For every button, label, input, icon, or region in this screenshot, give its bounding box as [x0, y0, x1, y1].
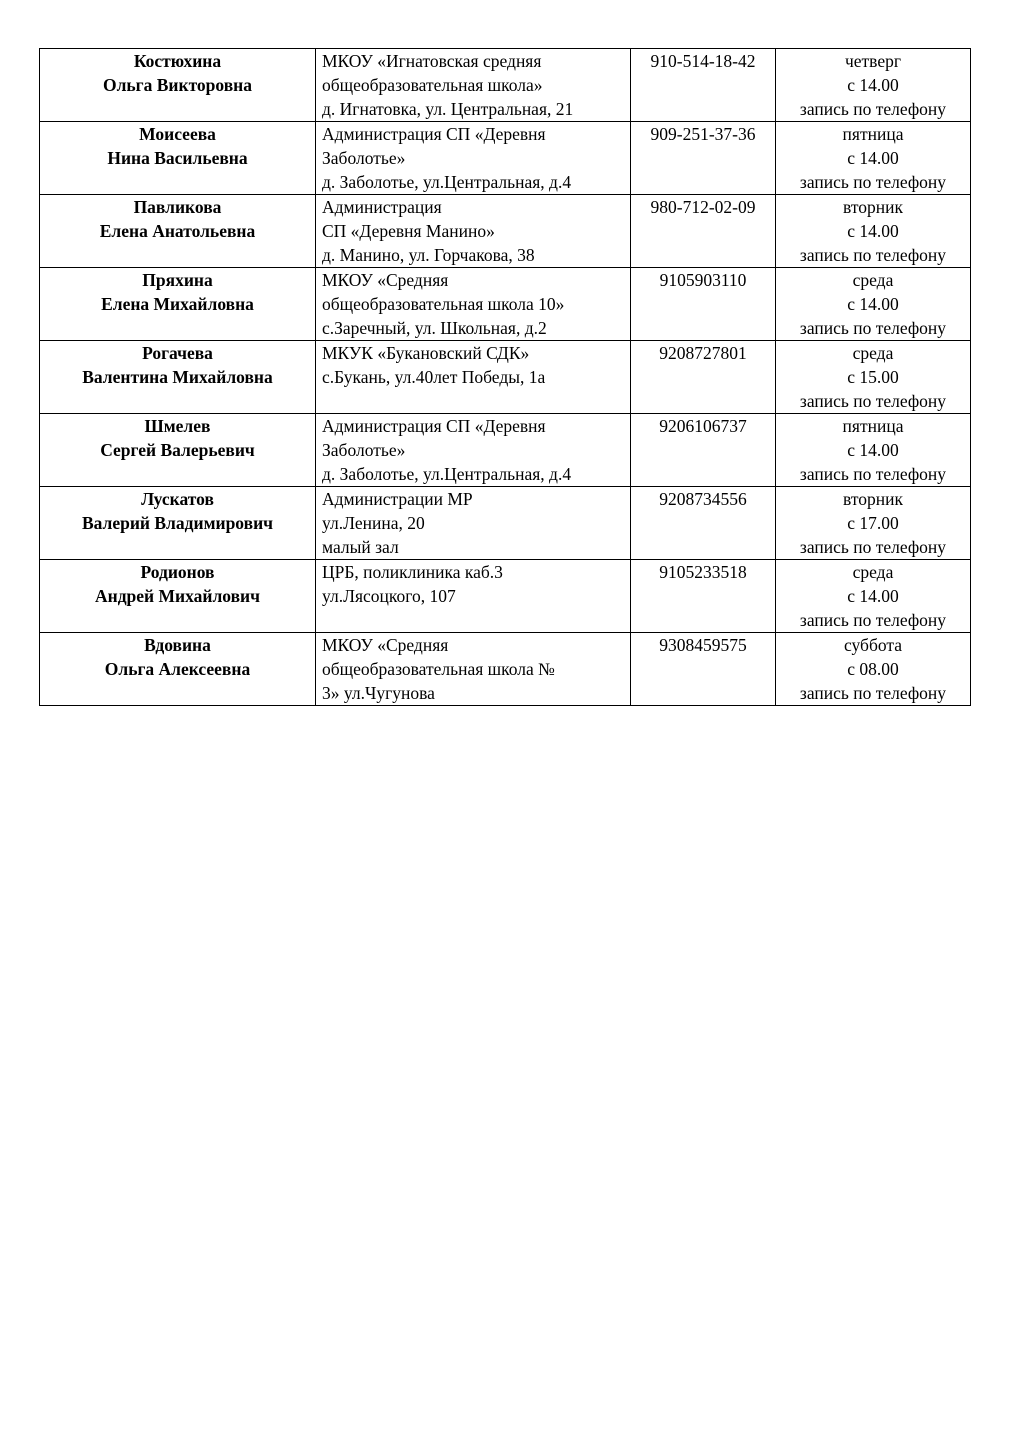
- contact-phone: [631, 268, 776, 341]
- deputy-name: [40, 49, 316, 122]
- reception-time-line: пятница: [842, 124, 904, 144]
- reception-place-line: д. Игнатовка, ул. Центральная, 21: [322, 99, 574, 119]
- reception-place: [316, 49, 631, 122]
- deputy-name: [40, 414, 316, 487]
- deputy-name-line: Рогачева: [142, 343, 213, 363]
- contact-phone-line: 9105233518: [659, 562, 747, 582]
- reception-place-line: Администрации МР: [322, 489, 473, 509]
- reception-time: [776, 560, 971, 633]
- deputy-name-line: Родионов: [140, 562, 215, 582]
- reception-place-line: Заболотье»: [322, 440, 406, 460]
- reception-time-line: запись по телефону: [799, 172, 947, 192]
- deputy-name-line: Шмелев: [144, 416, 211, 436]
- reception-place-line: МКОУ «Средняя: [322, 635, 449, 655]
- reception-time: [776, 49, 971, 122]
- deputy-name-line: Валерий Владимирович: [81, 513, 274, 533]
- reception-time-line: с 08.00: [847, 659, 899, 679]
- contact-phone: [631, 341, 776, 414]
- contact-phone-line: 9208734556: [659, 489, 747, 509]
- reception-time: [776, 633, 971, 706]
- reception-place-line: общеобразовательная школа»: [322, 75, 543, 95]
- deputy-name-line: Ольга Викторовна: [102, 75, 253, 95]
- table-row: [40, 195, 971, 268]
- reception-time-line: запись по телефону: [799, 683, 947, 703]
- reception-place-line: МКУК «Букановский СДК»: [322, 343, 530, 363]
- deputy-name-line: Павликова: [133, 197, 222, 217]
- table-row: [40, 268, 971, 341]
- contact-phone: [631, 414, 776, 487]
- contact-phone-line: 9208727801: [659, 343, 747, 363]
- reception-time-line: с 14.00: [847, 586, 899, 606]
- table-row: [40, 560, 971, 633]
- table-row: [40, 122, 971, 195]
- reception-place-line: Администрация СП «Деревня: [322, 416, 546, 436]
- reception-place-line: с.Заречный, ул. Школьная, д.2: [322, 318, 547, 338]
- deputy-name: [40, 560, 316, 633]
- reception-place-line: Администрация: [322, 197, 442, 217]
- contact-phone-line: 9308459575: [659, 635, 747, 655]
- reception-time-line: среда: [852, 343, 894, 363]
- reception-place-line: Заболотье»: [322, 148, 406, 168]
- reception-time: [776, 268, 971, 341]
- deputy-name: [40, 487, 316, 560]
- reception-time-line: запись по телефону: [799, 99, 947, 119]
- reception-place-line: д. Манино, ул. Горчакова, 38: [322, 245, 535, 265]
- table-row: [40, 487, 971, 560]
- deputy-name: [40, 633, 316, 706]
- reception-time-line: с 14.00: [847, 294, 899, 314]
- deputy-name-line: Вдовина: [144, 635, 211, 655]
- reception-time-line: запись по телефону: [799, 464, 947, 484]
- table-row: [40, 49, 971, 122]
- reception-place-line: с.Букань, ул.40лет Победы, 1а: [322, 367, 546, 387]
- reception-time-line: с 14.00: [847, 75, 899, 95]
- reception-time-line: четверг: [844, 51, 902, 71]
- reception-place-line: общеобразовательная школа №: [322, 659, 555, 679]
- table-row: [40, 341, 971, 414]
- deputy-name: [40, 122, 316, 195]
- reception-place: [316, 414, 631, 487]
- reception-place-line: ул.Ленина, 20: [322, 513, 425, 533]
- reception-place-line: малый зал: [322, 537, 399, 557]
- table-row: [40, 633, 971, 706]
- deputy-name-line: Андрей Михайлович: [94, 586, 261, 606]
- reception-time: [776, 487, 971, 560]
- deputy-name-line: Валентина Михайловна: [82, 367, 273, 387]
- reception-time-line: запись по телефону: [799, 391, 947, 411]
- reception-schedule-table: [39, 48, 971, 706]
- reception-time-line: суббота: [843, 635, 902, 655]
- deputy-name-line: Костюхина: [133, 51, 222, 71]
- contact-phone-line: 9206106737: [659, 416, 747, 436]
- contact-phone: [631, 633, 776, 706]
- table-body: [40, 49, 971, 706]
- deputy-name: [40, 268, 316, 341]
- reception-place-line: МКОУ «Игнатовская средняя: [322, 51, 542, 71]
- contact-phone-line: 980-712-02-09: [650, 197, 756, 217]
- deputy-name: [40, 195, 316, 268]
- reception-time-line: запись по телефону: [799, 318, 947, 338]
- reception-time: [776, 414, 971, 487]
- reception-place-line: СП «Деревня Манино»: [322, 221, 495, 241]
- contact-phone-line: 909-251-37-36: [650, 124, 756, 144]
- reception-place-line: 3» ул.Чугунова: [322, 683, 435, 703]
- reception-time-line: вторник: [843, 489, 903, 509]
- deputy-name-line: Сергей Валерьевич: [100, 440, 255, 460]
- reception-place-line: общеобразовательная школа 10»: [322, 294, 565, 314]
- contact-phone: [631, 487, 776, 560]
- reception-place: [316, 195, 631, 268]
- deputy-name-line: Елена Михайловна: [101, 294, 254, 314]
- reception-place: [316, 341, 631, 414]
- reception-time-line: запись по телефону: [799, 537, 947, 557]
- reception-time-line: среда: [852, 562, 894, 582]
- table-row: [40, 414, 971, 487]
- reception-time: [776, 341, 971, 414]
- reception-place-line: ул.Лясоцкого, 107: [322, 586, 456, 606]
- reception-time-line: с 14.00: [847, 148, 899, 168]
- reception-place: [316, 633, 631, 706]
- reception-place: [316, 560, 631, 633]
- contact-phone-line: 9105903110: [659, 270, 747, 290]
- reception-time-line: с 15.00: [847, 367, 899, 387]
- deputy-name-line: Моисеева: [139, 124, 216, 144]
- reception-time-line: вторник: [843, 197, 903, 217]
- reception-place-line: МКОУ «Средняя: [322, 270, 449, 290]
- deputy-name: [40, 341, 316, 414]
- reception-place-line: ЦРБ, поликлиника каб.3: [322, 562, 503, 582]
- deputy-name-line: Нина Васильевна: [107, 148, 248, 168]
- reception-time-line: запись по телефону: [799, 610, 947, 630]
- reception-time: [776, 195, 971, 268]
- reception-place-line: д. Заболотье, ул.Центральная, д.4: [322, 464, 572, 484]
- reception-place-line: д. Заболотье, ул.Центральная, д.4: [322, 172, 572, 192]
- reception-time-line: с 14.00: [847, 440, 899, 460]
- contact-phone: [631, 560, 776, 633]
- contact-phone: [631, 122, 776, 195]
- reception-time-line: с 14.00: [847, 221, 899, 241]
- reception-time-line: пятница: [842, 416, 904, 436]
- contact-phone: [631, 49, 776, 122]
- reception-time-line: среда: [852, 270, 894, 290]
- reception-time: [776, 122, 971, 195]
- reception-time-line: с 17.00: [847, 513, 899, 533]
- reception-time-line: запись по телефону: [799, 245, 947, 265]
- reception-place: [316, 122, 631, 195]
- deputy-name-line: Ольга Алексеевна: [104, 659, 251, 679]
- reception-place-line: Администрация СП «Деревня: [322, 124, 546, 144]
- deputy-name-line: Пряхина: [142, 270, 213, 290]
- reception-place: [316, 487, 631, 560]
- contact-phone: [631, 195, 776, 268]
- reception-place: [316, 268, 631, 341]
- contact-phone-line: 910-514-18-42: [650, 51, 756, 71]
- deputy-name-line: Елена Анатольевна: [99, 221, 256, 241]
- deputy-name-line: Лускатов: [141, 489, 214, 509]
